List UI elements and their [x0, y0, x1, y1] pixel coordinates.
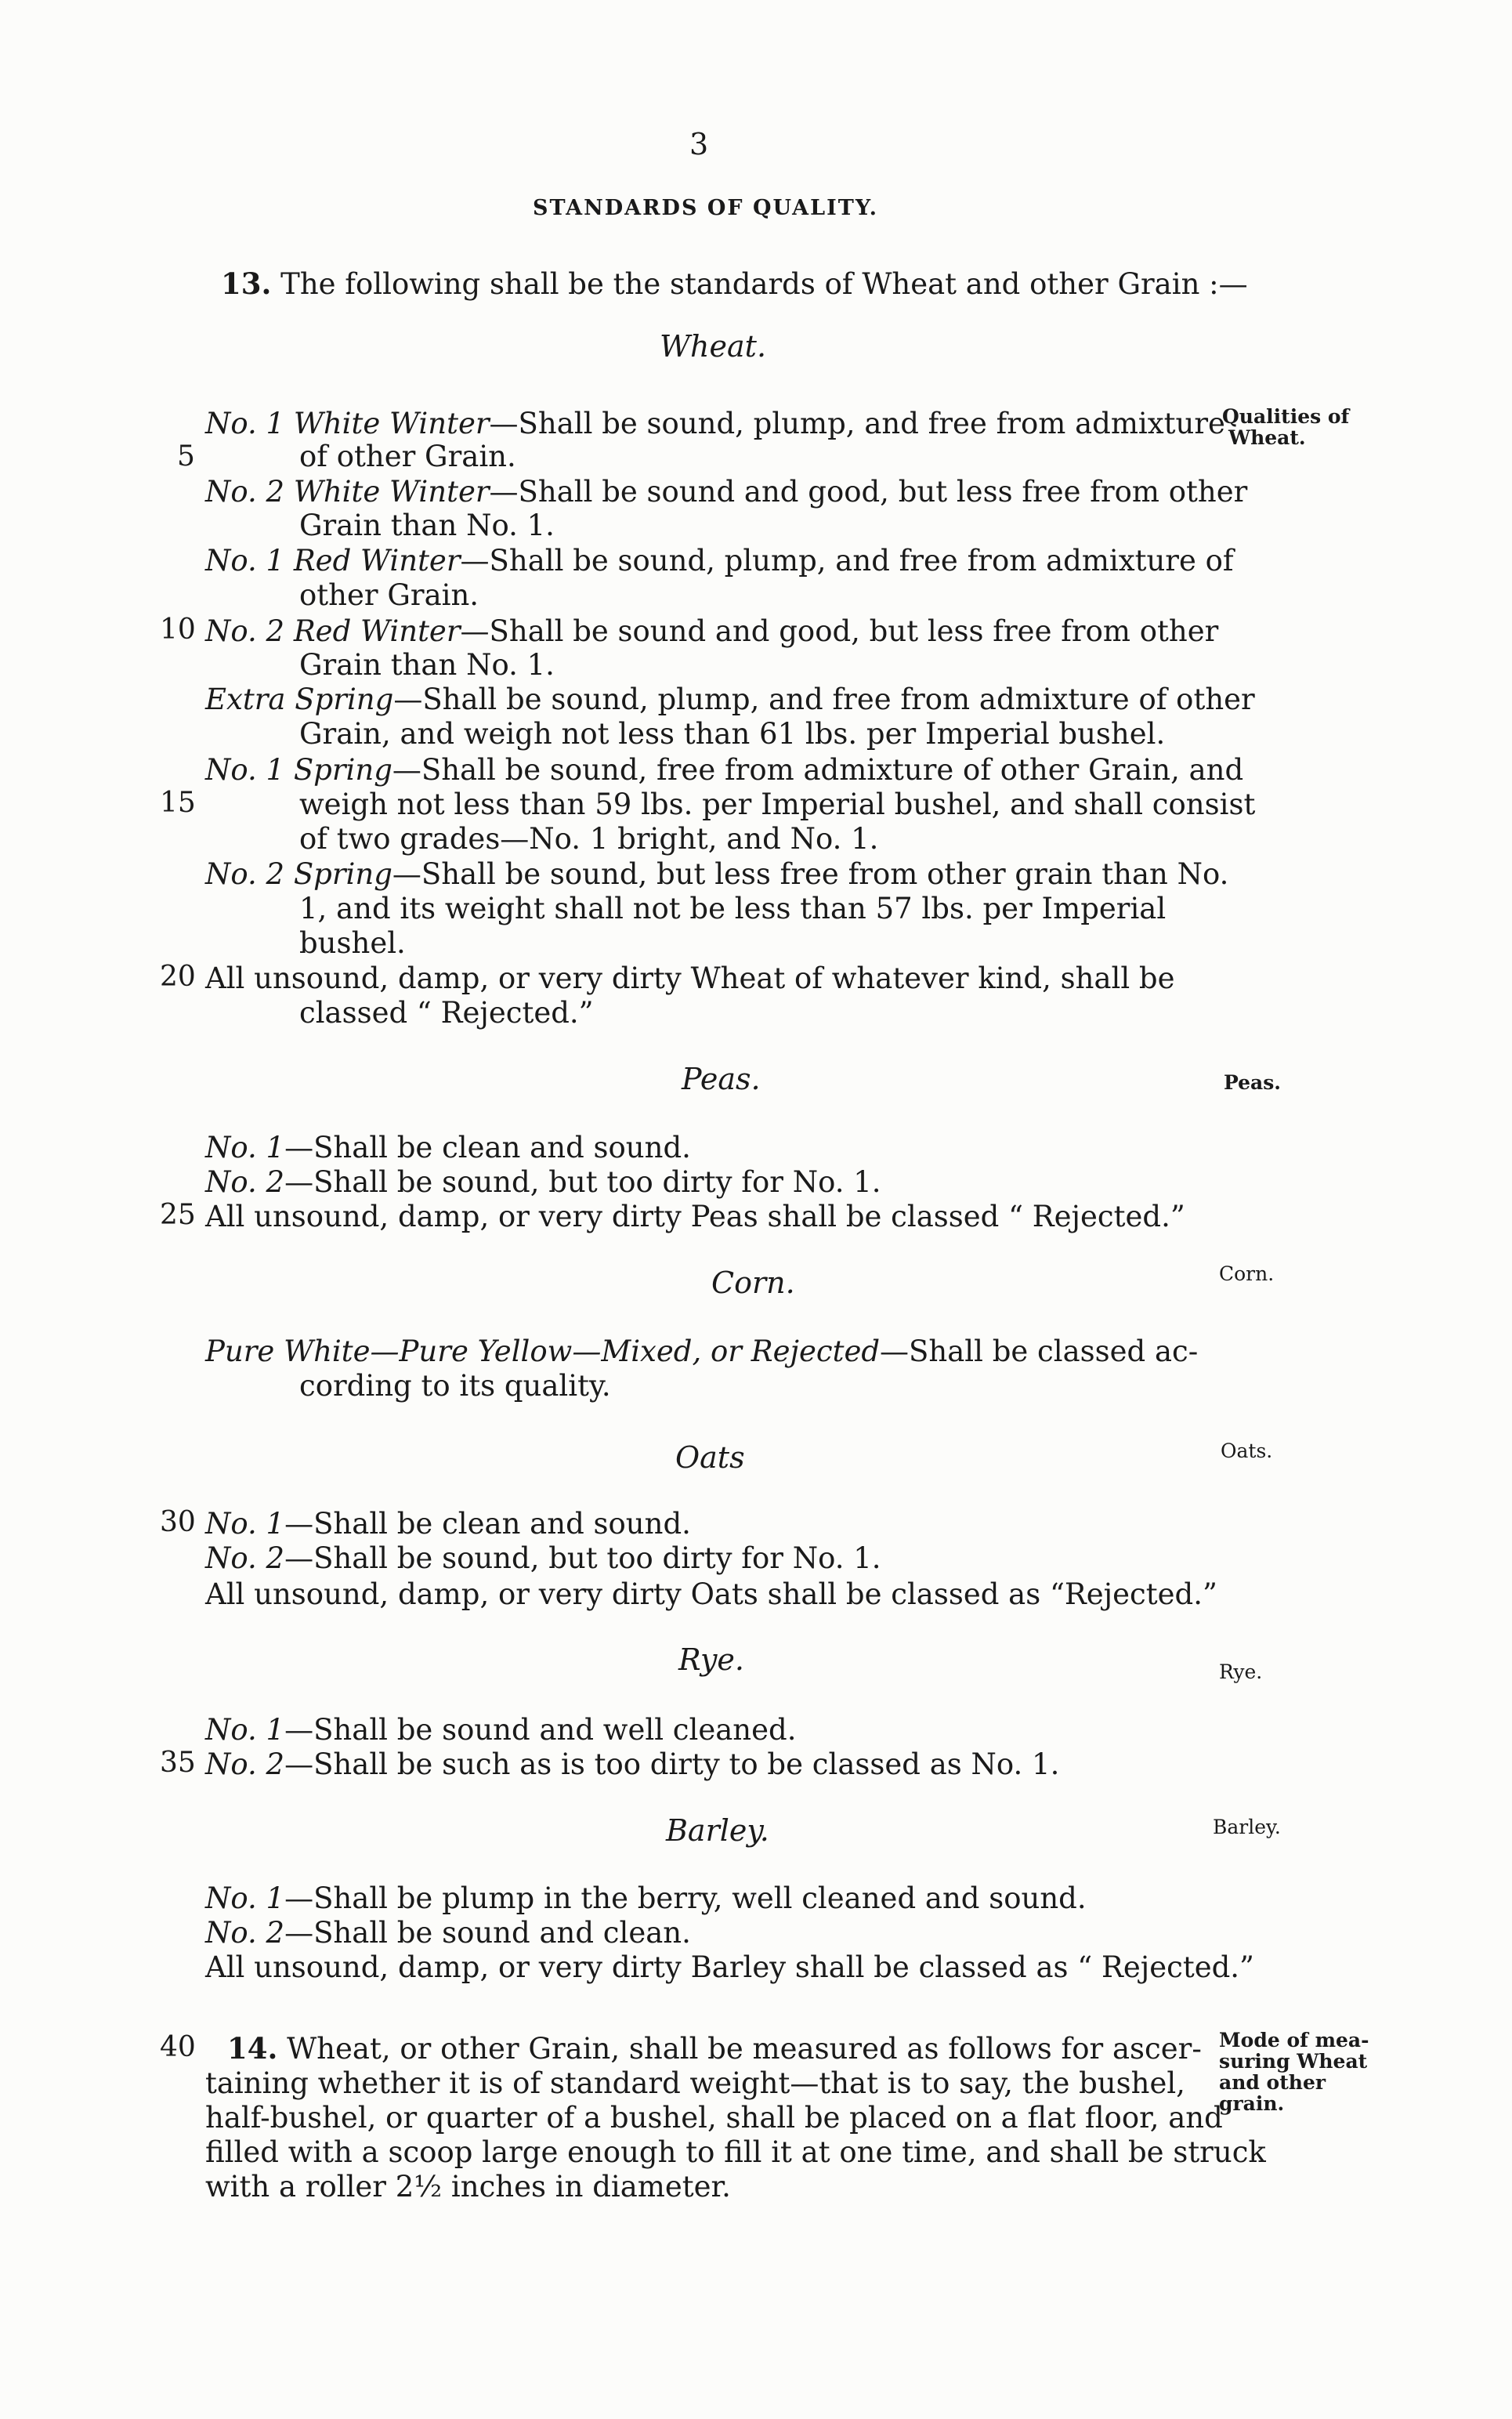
wheat-entry-text: —Shall be sound and good, but less free from other [460, 614, 1219, 648]
wheat-entry [205, 682, 1255, 717]
wheat-entry-continuation: of two grades—No. 1 bright, and No. 1. [299, 822, 879, 856]
corn-line [205, 1334, 1198, 1369]
oats-line-label: No. 2 [205, 1541, 285, 1575]
peas-line-text: —Shall be clean and sound. [284, 1131, 691, 1164]
wheat-entry [205, 614, 1218, 649]
barley-side-note: Barley. [1213, 1816, 1281, 1838]
margin-line-number: 20 [160, 961, 196, 993]
wheat-entry-continuation: other Grain. [299, 578, 479, 612]
section-14-side-note-line: grain. [1219, 2092, 1285, 2115]
wheat-entry-text: —Shall be sound, free from admixture of other Grain, and [392, 753, 1244, 787]
rye-line-text: —Shall be sound and well cleaned. [284, 1713, 797, 1747]
wheat-entry-text: —Shall be sound, plump, and free from admixture of other [393, 683, 1255, 716]
margin-line-number: 10 [160, 614, 196, 646]
section-14-side-note-line: and other [1219, 2071, 1326, 2094]
wheat-entry [205, 406, 1225, 441]
wheat-entry-label: No. 1 Red Winter [205, 544, 461, 578]
oats-rejected: All unsound, damp, or very dirty Oats shall be classed as “Rejected.” [205, 1577, 1217, 1611]
wheat-entry-text: —Shall be sound, plump, and free from admixture [489, 407, 1225, 440]
wheat-entry [205, 543, 1234, 578]
corn-line-text: —Shall be classed ac- [880, 1334, 1199, 1368]
wheat-entry-continuation: of other Grain. [299, 440, 516, 473]
wheat-entry [205, 856, 1228, 892]
wheat-entry-label: No. 1 Spring [205, 753, 392, 787]
wheat-entry-label: No. 2 White Winter [205, 475, 490, 509]
barley-line [205, 1915, 691, 1950]
wheat-entry-label: No. 1 White Winter [205, 407, 490, 440]
wheat-entry-continuation: Grain than No. 1. [299, 509, 555, 542]
wheat-entry-text: —Shall be sound and good, but less free from other [489, 475, 1248, 509]
peas-side-note: Peas. [1224, 1071, 1282, 1094]
section-14-line: taining whether it is of standard weight—that is to say, the bushel, [205, 2066, 1185, 2100]
wheat-entry [205, 752, 1243, 788]
section-14-line: half-bushel, or quarter of a bushel, shall be placed on a flat floor, and [205, 2101, 1223, 2135]
peas-line [205, 1130, 691, 1165]
section-14-line: with a roller 2½ inches in diameter. [205, 2170, 731, 2204]
wheat-entry-label: No. 2 Red Winter [205, 614, 461, 648]
section-13-intro [221, 266, 1248, 302]
section-14-text: Wheat, or other Grain, shall be measured as follows for ascer- [287, 2032, 1202, 2066]
rye-heading: Rye. [678, 1642, 744, 1677]
barley-line-label: No. 1 [205, 1881, 285, 1915]
page-number: 3 [689, 127, 709, 161]
barley-line-text: —Shall be sound and clean. [284, 1916, 691, 1950]
wheat-entry-text: —Shall be sound, but less free from other grain than No. [392, 857, 1229, 891]
section-13-number: 13. [221, 266, 272, 301]
rye-line-label: No. 1 [205, 1713, 285, 1747]
margin-line-number: 30 [160, 1506, 196, 1538]
peas-line [205, 1164, 881, 1200]
wheat-entry-continuation: bushel. [299, 926, 406, 960]
peas-line-text: —Shall be sound, but too dirty for No. 1. [284, 1165, 881, 1199]
oats-heading: Oats [675, 1440, 745, 1475]
peas-line-label: No. 1 [205, 1131, 285, 1164]
wheat-side-note-line-1: Qualities of [1222, 405, 1350, 428]
margin-line-number: 35 [160, 1747, 196, 1779]
oats-line [205, 1506, 691, 1541]
section-13-text: The following shall be the standards of Wheat and other Grain :— [280, 267, 1248, 301]
section-14-side-note-line: suring Wheat [1219, 2050, 1368, 2073]
wheat-entry-continuation: Grain, and weigh not less than 61 lbs. per Imperial bushel. [299, 717, 1166, 751]
barley-line-label: No. 2 [205, 1916, 285, 1950]
peas-line-label: No. 2 [205, 1165, 285, 1199]
peas-rejected: All unsound, damp, or very dirty Peas shall be classed “ Rejected.” [205, 1200, 1185, 1233]
corn-line-label: Pure White—Pure Yellow—Mixed, or Rejected [205, 1334, 881, 1368]
oats-side-note: Oats. [1221, 1439, 1273, 1462]
rye-line [205, 1712, 796, 1747]
peas-heading: Peas. [682, 1062, 761, 1096]
rye-line [205, 1747, 1059, 1782]
wheat-entry-continuation: weigh not less than 59 lbs. per Imperial bushel, and shall consist [299, 788, 1256, 821]
corn-line-continuation: cording to its quality. [299, 1369, 611, 1403]
wheat-entry-continuation: Grain than No. 1. [299, 648, 555, 682]
margin-line-number: 25 [160, 1199, 196, 1231]
section-14-number: 14. [227, 2031, 278, 2066]
rye-side-note: Rye. [1219, 1660, 1263, 1683]
oats-line-text: —Shall be sound, but too dirty for No. 1. [284, 1541, 881, 1575]
oats-line-text: —Shall be clean and sound. [284, 1507, 691, 1541]
section-14-side-note-line: Mode of mea- [1219, 2029, 1369, 2051]
wheat-rejected-continuation: classed “ Rejected.” [299, 996, 594, 1030]
wheat-side-note-line-2: Wheat. [1228, 426, 1306, 449]
wheat-heading: Wheat. [660, 329, 767, 364]
barley-line [205, 1881, 1087, 1916]
margin-line-number: 5 [177, 440, 195, 473]
wheat-entry-continuation: 1, and its weight shall not be less than 57 lbs. per Imperial [299, 892, 1167, 925]
wheat-side-note [1222, 406, 1349, 448]
corn-heading: Corn. [711, 1266, 795, 1300]
margin-line-number: 15 [160, 787, 196, 819]
rye-line-text: —Shall be such as is too dirty to be classed as No. 1. [284, 1747, 1060, 1781]
section-14-line: filled with a scoop large enough to fill it at one time, and shall be struck [205, 2135, 1266, 2169]
barley-rejected: All unsound, damp, or very dirty Barley shall be classed as “ Rejected.” [205, 1950, 1254, 1984]
oats-line-label: No. 1 [205, 1507, 285, 1541]
rye-line-label: No. 2 [205, 1747, 285, 1781]
barley-line-text: —Shall be plump in the berry, well cleaned and sound. [284, 1881, 1087, 1915]
wheat-entry [205, 474, 1247, 509]
wheat-rejected: All unsound, damp, or very dirty Wheat of whatever kind, shall be [205, 961, 1175, 995]
barley-heading: Barley. [666, 1813, 769, 1848]
oats-line [205, 1541, 881, 1576]
section-14-side-note [1219, 2030, 1369, 2114]
section-14-line [227, 2031, 1202, 2066]
wheat-entry-label: No. 2 Spring [205, 857, 392, 891]
margin-line-number: 40 [160, 2031, 196, 2063]
corn-side-note: Corn. [1219, 1262, 1275, 1285]
standards-title: STANDARDS OF QUALITY. [533, 196, 879, 220]
wheat-entry-label: Extra Spring [205, 683, 394, 716]
wheat-entry-text: —Shall be sound, plump, and free from admixture of [460, 544, 1234, 578]
